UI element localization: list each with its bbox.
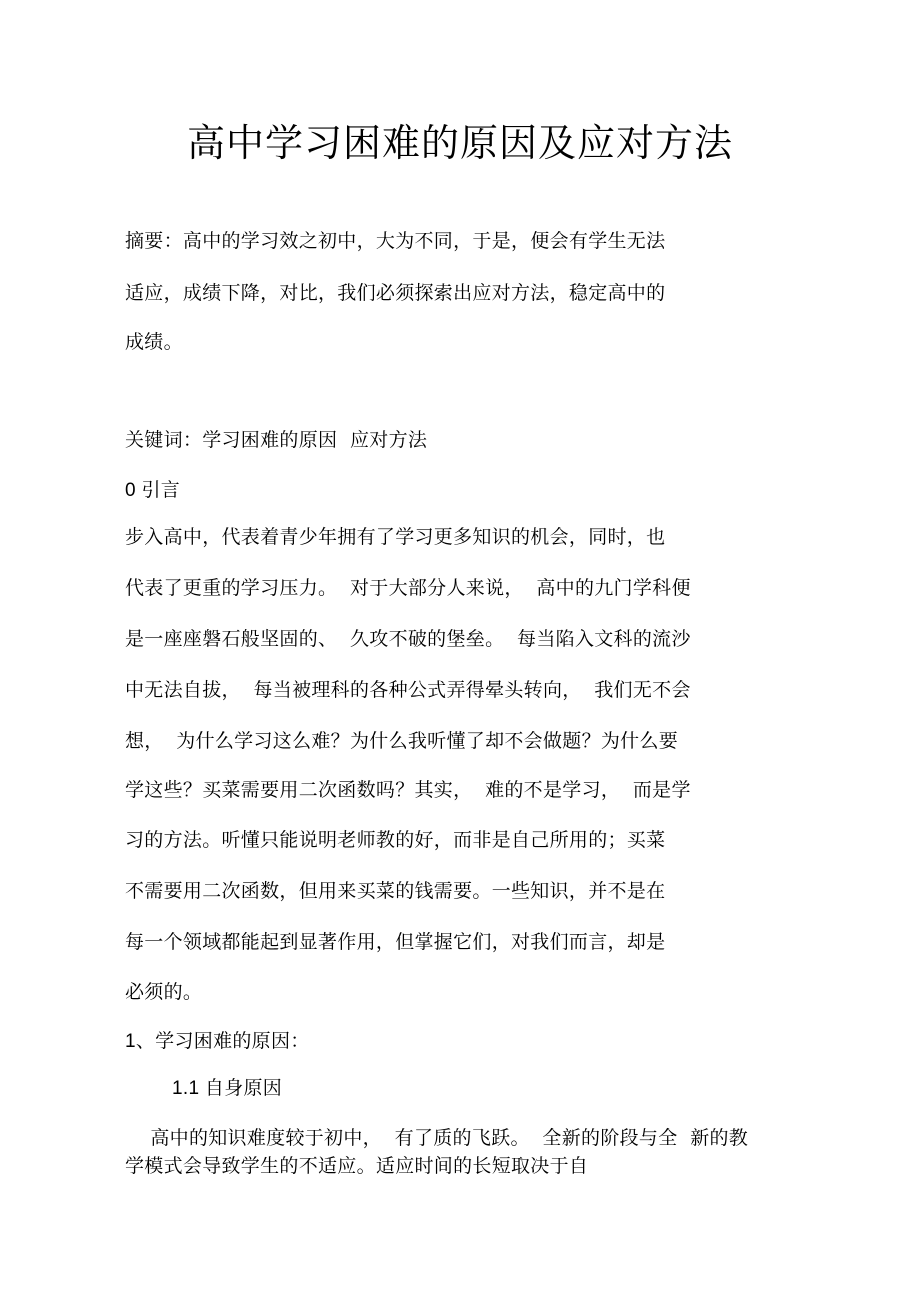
intro-line-1: 步入高中，代表着青少年拥有了学习更多知识的机会，同时，也 [125, 526, 666, 548]
intro-line-2: 代表了更重的学习压力。 对于大部分人来说， 高中的九门学科便 [125, 577, 691, 599]
abstract-line-3: 成绩。 [125, 331, 183, 353]
section-1-heading: 1、学习困难的原因： [125, 1031, 310, 1052]
subsection-line-2: 学模式会导致学生的不适应。适应时间的长短取决于自 [125, 1155, 589, 1177]
intro-line-10: 必须的。 [125, 981, 203, 1003]
keywords: 关键词：学习困难的原因 应对方法 [125, 429, 428, 451]
subsection-1-1-heading: 1.1 自身原因 [172, 1078, 283, 1099]
abstract-line-1: 摘要：高中的学习效之初中，大为不同，于是，便会有学生无法 [125, 230, 666, 252]
subsection-line-1: 高中的知识难度较于初中， 有了质的飞跃。 全新的阶段与全 新的教 [125, 1127, 749, 1149]
intro-line-7: 习的方法。听懂只能说明老师教的好，而非是自己所用的；买菜 [125, 829, 666, 851]
intro-line-8: 不需要用二次函数，但用来买菜的钱需要。一些知识，并不是在 [125, 880, 666, 902]
intro-line-5: 想， 为什么学习这么难？为什么我听懂了却不会做题？为什么要 [125, 730, 679, 752]
intro-heading: 0 引言 [125, 480, 181, 501]
abstract-line-2: 适应，成绩下降，对比，我们必须探索出应对方法，稳定高中的 [125, 282, 666, 304]
intro-line-9: 每一个领域都能起到显著作用，但掌握它们，对我们而言，却是 [125, 931, 666, 953]
document-title: 高中学习困难的原因及应对方法 [186, 121, 733, 165]
intro-line-6: 学这些？买菜需要用二次函数吗？其实， 难的不是学习， 而是学 [125, 779, 691, 801]
intro-line-4: 中无法自拔， 每当被理科的各种公式弄得晕头转向， 我们无不会 [125, 679, 691, 701]
intro-line-3: 是一座座磐石般坚固的、 久攻不破的堡垒。 每当陷入文科的流沙 [125, 628, 691, 650]
